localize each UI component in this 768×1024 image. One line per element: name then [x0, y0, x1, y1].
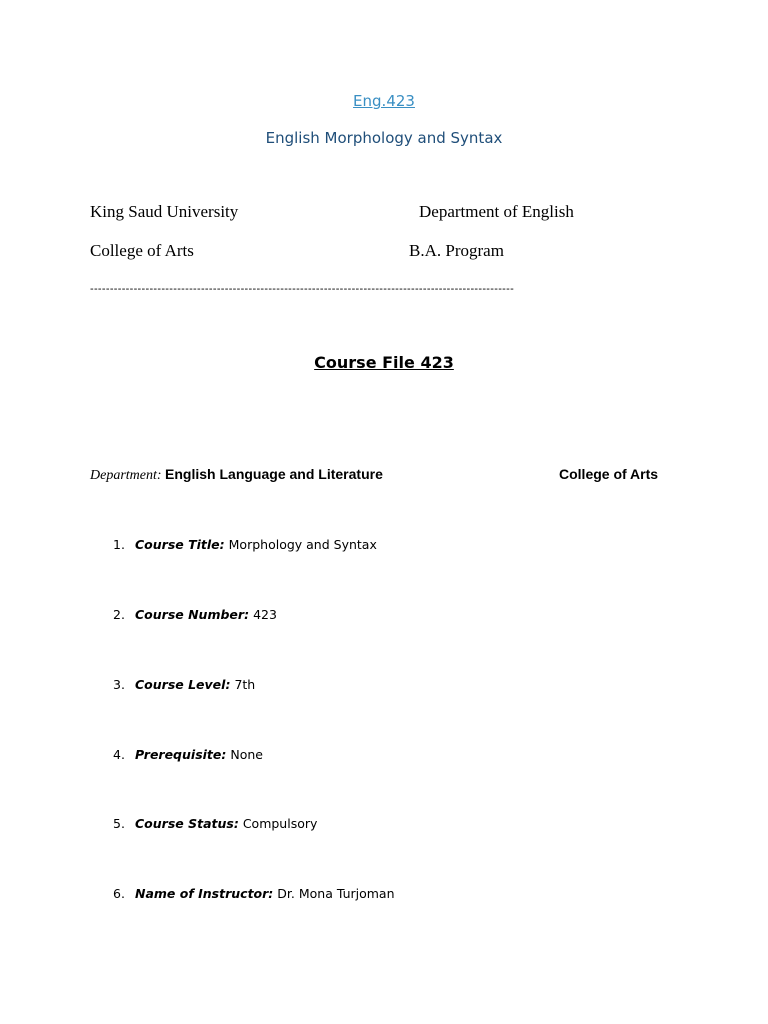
- course-code-link[interactable]: Eng.423: [353, 92, 415, 110]
- item-number: 4.: [113, 747, 125, 762]
- list-item: [113, 537, 377, 552]
- department-value: English Language and Literature: [165, 466, 383, 482]
- item-value: 7th: [234, 677, 256, 692]
- list-item: [113, 607, 277, 622]
- department-college: College of Arts: [559, 466, 659, 482]
- department-label: Department:: [90, 468, 162, 483]
- program-name: B.A. Program: [409, 241, 504, 260]
- item-number: 5.: [113, 816, 125, 831]
- item-number: 1.: [113, 537, 125, 552]
- item-label: Course Number:: [135, 607, 250, 622]
- list-item: [113, 886, 395, 901]
- separator-line: -----------------------------------------------------------------------------------------------------------: [90, 283, 515, 295]
- college-name: College of Arts: [90, 241, 194, 260]
- course-file-title: Course File 423: [314, 353, 454, 372]
- item-value: Dr. Mona Turjoman: [277, 886, 395, 901]
- item-label: Course Status:: [135, 816, 239, 831]
- list-item: [113, 816, 317, 831]
- university-name: King Saud University: [90, 202, 239, 221]
- item-value: Compulsory: [242, 816, 318, 831]
- item-label: Prerequisite:: [135, 747, 227, 762]
- item-number: 6.: [113, 886, 125, 901]
- item-label: Name of Instructor:: [135, 886, 274, 901]
- item-value: Morphology and Syntax: [228, 537, 377, 552]
- item-number: 3.: [113, 677, 125, 692]
- course-subtitle: English Morphology and Syntax: [265, 129, 503, 147]
- list-item: [113, 677, 255, 692]
- department-line: [90, 466, 383, 484]
- item-value: 423: [253, 607, 277, 622]
- item-label: Course Title:: [135, 537, 225, 552]
- department-name: Department of English: [419, 202, 574, 221]
- list-item: [113, 747, 263, 762]
- item-number: 2.: [113, 607, 125, 622]
- item-label: Course Level:: [135, 677, 231, 692]
- item-value: None: [230, 747, 263, 762]
